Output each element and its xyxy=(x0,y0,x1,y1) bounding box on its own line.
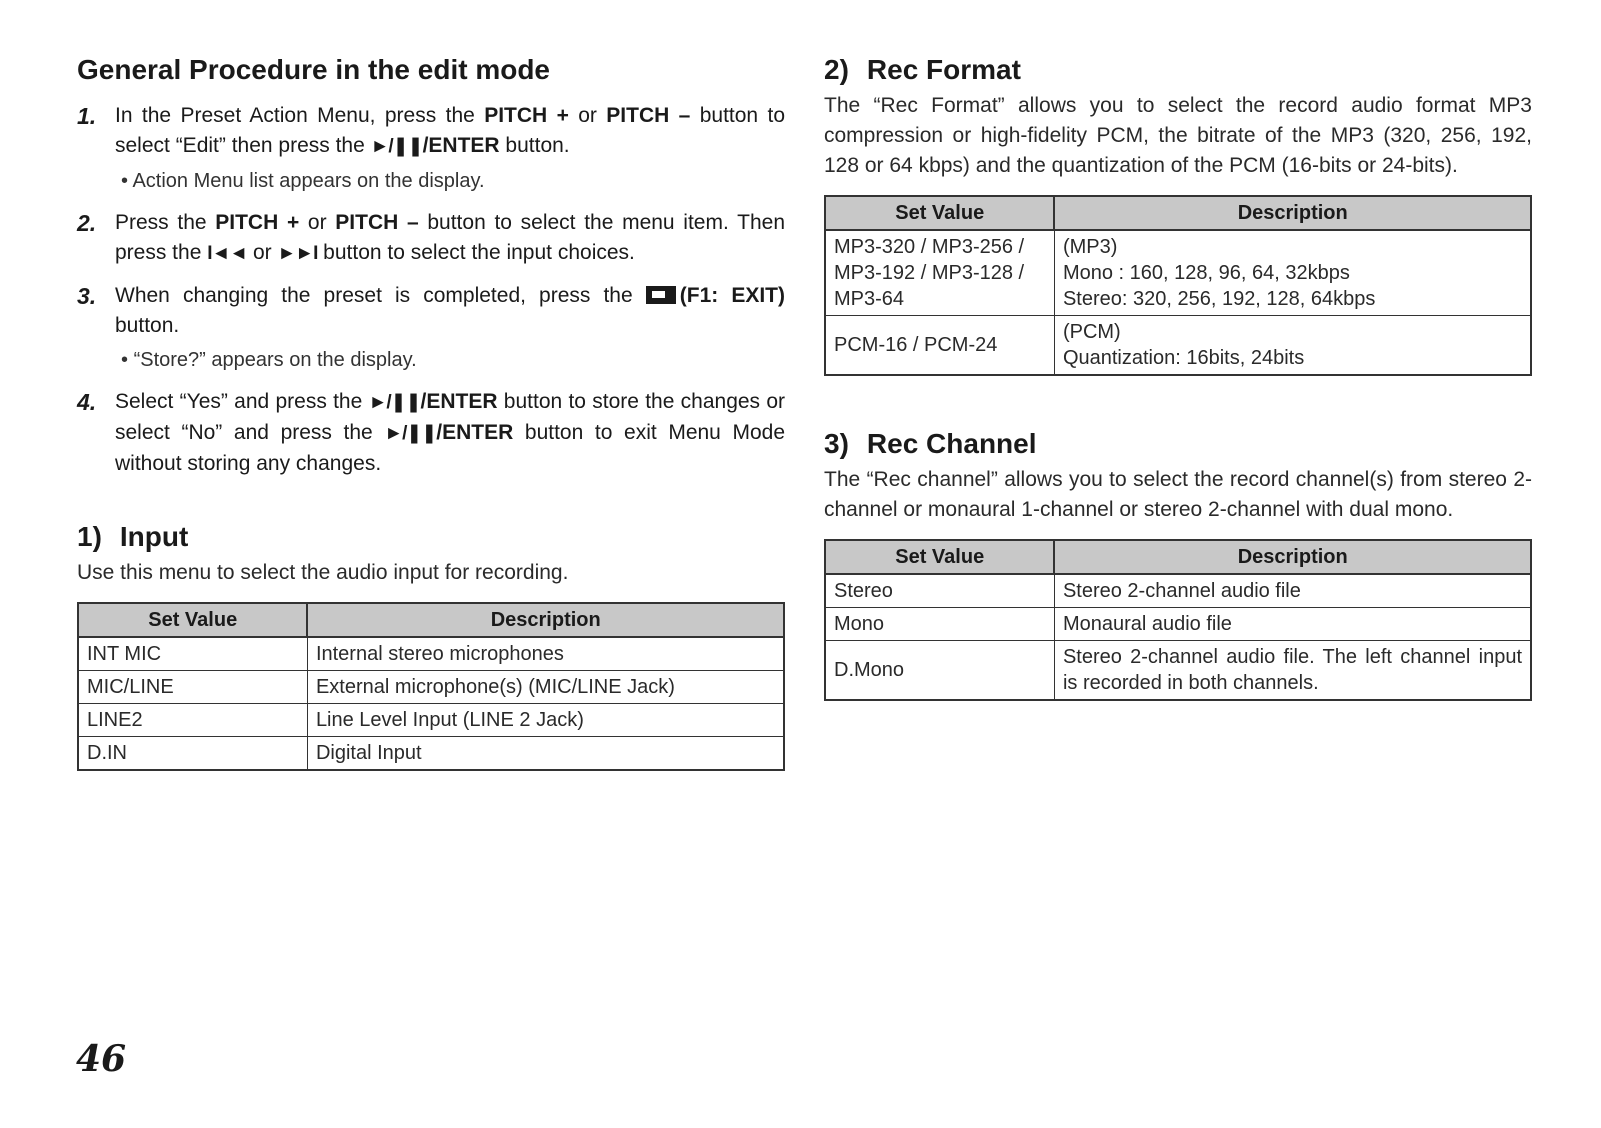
column-header: Set Value xyxy=(825,196,1054,230)
right-column xyxy=(824,52,1532,701)
rec-format-description: The “Rec Format” allows you to select the record audio format MP3 compression or high-fidelity PCM, the bitrate of the MP3 (320, 256, 192, 128 or 64 kbps) and the quantization of the PCM (16-bits or 24-bits). xyxy=(824,94,1532,177)
table-row xyxy=(825,316,1531,376)
rec-channel-title: 3) Rec Channel xyxy=(824,428,1037,459)
table-row xyxy=(78,637,784,671)
pitch-minus-key: PITCH – xyxy=(606,104,691,127)
table-header-row xyxy=(825,540,1531,574)
description-cell: External microphone(s) (MIC/LINE Jack) xyxy=(307,671,784,704)
skip-forward-icon: ►►I xyxy=(277,243,318,264)
step-note: • “Store?” appears on the display. xyxy=(115,345,785,375)
column-header: Description xyxy=(307,603,784,637)
table-row xyxy=(825,574,1531,608)
table-row xyxy=(825,608,1531,641)
description-cell: Stereo 2-channel audio file. The left channel input is recorded in both channels. xyxy=(1054,641,1531,701)
set-value-cell: INT MIC xyxy=(78,637,307,671)
input-section-title: 1) Input xyxy=(77,521,189,552)
input-description: Use this menu to select the audio input for recording. xyxy=(77,561,569,584)
column-header: Set Value xyxy=(825,540,1054,574)
table-row xyxy=(78,671,784,704)
table-header-row xyxy=(825,196,1531,230)
table-row xyxy=(78,737,784,771)
description-cell: Stereo 2-channel audio file xyxy=(1054,574,1531,608)
play-pause-icon: ►/❚❚ xyxy=(384,423,437,444)
table-row xyxy=(825,641,1531,701)
enter-key: /ENTER xyxy=(420,390,498,413)
description-cell: Line Level Input (LINE 2 Jack) xyxy=(307,704,784,737)
set-value-cell: D.IN xyxy=(78,737,307,771)
enter-key: /ENTER xyxy=(436,421,514,444)
set-value-cell: MIC/LINE xyxy=(78,671,307,704)
pitch-plus-key: PITCH + xyxy=(215,211,300,234)
left-column xyxy=(77,52,785,771)
procedure-steps xyxy=(77,101,785,479)
set-value-cell: Mono xyxy=(825,608,1054,641)
general-procedure-title: General Procedure in the edit mode xyxy=(77,54,551,85)
step-3: 3. When changing the preset is completed, press the (F1: EXIT) button. • “Store?” appears on the display. xyxy=(77,281,785,375)
table-row xyxy=(78,704,784,737)
rec-channel-description: The “Rec channel” allows you to select the record channel(s) from stereo 2-channel or monaural 1-channel or stereo 2-channel with dual mono. xyxy=(824,468,1532,521)
step-2: 2. Press the PITCH + or PITCH – button to select the menu item. Then press the I◄◄ or ►►I button to select the input choices. xyxy=(77,210,785,264)
set-value-cell: D.Mono xyxy=(825,641,1054,701)
display-key-icon xyxy=(646,286,676,304)
rec-format-title: 2) Rec Format xyxy=(824,54,1021,85)
play-pause-icon: ►/❚❚ xyxy=(368,392,421,413)
set-value-cell: Stereo xyxy=(825,574,1054,608)
pitch-minus-key: PITCH – xyxy=(335,211,419,234)
step-4: 4. Select “Yes” and press the ►/❚❚/ENTER button to store the changes or select “No” and press the ►/❚❚/ENTER button to exit Menu Mode without storing any changes. xyxy=(77,389,785,475)
table-header-row xyxy=(78,603,784,637)
play-pause-icon: ►/❚❚ xyxy=(370,136,423,157)
f1-exit-key: (F1: EXIT) xyxy=(679,284,785,307)
column-header: Description xyxy=(1054,196,1531,230)
step-note: • Action Menu list appears on the display. xyxy=(115,166,785,196)
column-header: Description xyxy=(1054,540,1531,574)
skip-back-icon: I◄◄ xyxy=(207,243,248,264)
rec-format-table xyxy=(824,195,1532,376)
step-1: 1. In the Preset Action Menu, press the PITCH + or PITCH – button to select “Edit” then press the ►/❚❚/ENTER button. • Action Menu list appears on the display. xyxy=(77,101,785,196)
step-number: 2. xyxy=(77,210,97,236)
step-number: 1. xyxy=(77,103,97,129)
enter-key: /ENTER xyxy=(422,134,500,157)
table-row xyxy=(825,230,1531,316)
set-value-cell: MP3-320 / MP3-256 / MP3-192 / MP3-128 / MP3-64 xyxy=(825,230,1054,316)
description-cell: Internal stereo microphones xyxy=(307,637,784,671)
input-table xyxy=(77,602,785,771)
description-cell: Monaural audio file xyxy=(1054,608,1531,641)
set-value-cell: PCM-16 / PCM-24 xyxy=(825,316,1054,376)
rec-channel-table xyxy=(824,539,1532,701)
page-number: 46 xyxy=(76,1038,127,1080)
description-cell: (MP3) Mono : 160, 128, 96, 64, 32kbps Stereo: 320, 256, 192, 128, 64kbps xyxy=(1054,230,1531,316)
description-cell: (PCM) Quantization: 16bits, 24bits xyxy=(1054,316,1531,376)
step-number: 4. xyxy=(77,389,97,415)
description-cell: Digital Input xyxy=(307,737,784,771)
set-value-cell: LINE2 xyxy=(78,704,307,737)
pitch-plus-key: PITCH + xyxy=(484,104,569,127)
step-number: 3. xyxy=(77,283,97,309)
column-header: Set Value xyxy=(78,603,307,637)
